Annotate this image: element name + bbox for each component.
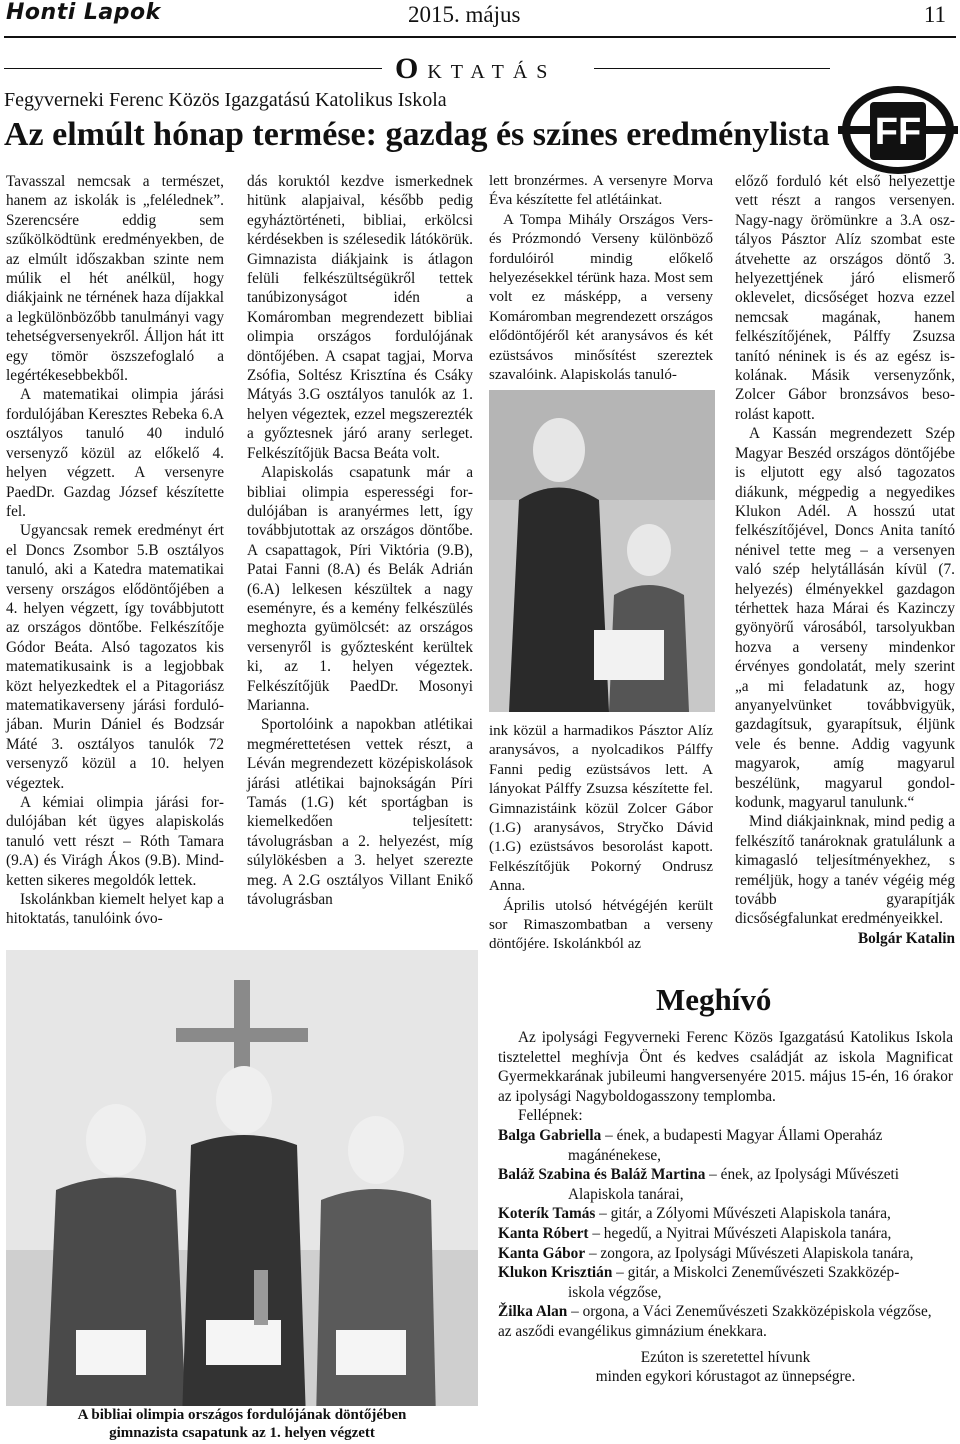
invitation-closing <box>498 1348 953 1387</box>
school-logo <box>838 82 958 176</box>
performer-name: Klukon Krisztián <box>498 1264 613 1282</box>
performer-entry <box>498 1165 953 1204</box>
performer-role: – gitár, a Miskolci Zeneművészeti Szakközép- <box>612 1264 900 1282</box>
article-column-1 <box>6 172 224 929</box>
paragraph: Alapiskolás csapatunk már a bibliai olimpia esperességi fordulójában is aranyérmes lett, így továbbjutottak az országos döntőbe. A csapattagok, Píri Viktória (9.B), Patai Fanni (8.A) és Belák Adrián (6.A) lelkesen készültek a nagy eseményre, és a kemény felkészülés meghozta gyümölcsét: az országos versenyről is győztesként kerültek ki, az 1. helyen végeztek. Felkészítőjük PaedDr. Mosonyi Marianna. <box>247 464 473 714</box>
performer-name: Koterík Tamás <box>498 1205 596 1223</box>
performer-role-continued: magánénekese, <box>568 1146 662 1164</box>
performer-entry <box>498 1322 953 1342</box>
article-column-3-top <box>489 172 713 385</box>
invitation-box <box>498 1028 953 1387</box>
teacher-pupil-photo <box>489 390 715 712</box>
issue-date: 2015. május <box>408 2 521 27</box>
performers-label: Fellépnek: <box>518 1107 583 1125</box>
paragraph: A Kassán megrendezett Szép Magyar Beszéd országos döntőjébe is eljutott egy alsó tagozatos diákunk, mégpedig a negyedikes Klukon Adél. A hosszú utat felkészítőjével, Doncs Anita tanító nénivel tette meg – a versenyen való szép helytállásán kívül (7. helyezés) élményekkel gazdagon térhettek haza Márai és Kazinczy gyönyörű városából, tarsolyukban hozva a verseny mindenkor érvényes gondolatát, mely szerint „a mi feladatunk az, hogy anyanyelvünket továbbvigyük, gazdagítsuk, gyarapítsuk, éljünk vele és benne. Addig vagyunk magyarok, amíg magyarul beszélünk, magyarul gondolkodunk, magyarul tanulunk.“ <box>735 425 955 811</box>
group-photo-caption <box>6 1406 478 1442</box>
performer-name: Žilka Alan <box>498 1303 568 1321</box>
caption-line-2: gimnazista csapatunk az 1. helyen végzett <box>109 1425 375 1441</box>
performer-entry <box>498 1204 953 1224</box>
paragraph: lett bronzérmes. A versenyre Morva Éva készítette fel atlétáinkat. <box>489 173 713 209</box>
performer-role: – ének, az Ipolysági Művészeti <box>705 1166 900 1184</box>
section-rule-right <box>594 68 830 69</box>
performer-role: – gitár, a Zólyomi Művészeti Alapiskola tanára, <box>595 1205 891 1223</box>
performer-entry <box>498 1302 953 1322</box>
performer-entry <box>498 1244 953 1264</box>
paragraph: Tavasszal nemcsak a természet, hanem az iskolák is „felélednek”. Szerencsére eddig sem szűkölködtünk eredményekben, de az elmúlt időszakban szinte nem múlik el hét anélkül, hogy diákjaink ne térnének haza díjakkal a legkülönbözőbb tanulmányi vagy tehetségversenyekről. Álljon hát itt egy tömör öszszefoglaló a legértékesebbekből. <box>6 173 224 385</box>
performer-entry <box>498 1263 953 1302</box>
author-signature: Bolgár Katalin <box>857 929 955 947</box>
page-number: 11 <box>923 2 946 27</box>
performer-name: Kanta Gábor <box>498 1244 586 1262</box>
paragraph: Iskolánkban kiemelt helyet kap a hitoktatás, tanulóink óvo- <box>6 891 224 928</box>
logo-letters: FF <box>874 111 922 153</box>
performer-role: – ének, a budapesti Magyar Állami Operaház <box>601 1126 883 1144</box>
performer-role: – hegedű, a Nyitrai Művészeti Alapiskola tanára, <box>588 1224 892 1242</box>
performer-role: – zongora, az Ipolysági Művészeti Alapiskola tanára, <box>585 1244 914 1262</box>
paragraph: ink közül a harmadikos Pásztor Alíz aranysávos, a nyolcadikos Pálffy Fanni pedig ezüstsávos lett. A lányokat Pálffy Zsuzsa készítette fel. Gimnazistáink közül Zolcer Gábor (1.G) aranysávos, Stryčko Dávid (1.G) ezüstsávos besorolást kapott. Felkészítőjük Pokorný Ondrusz Anna. <box>489 723 713 895</box>
performer-role-continued: iskola végzőse, <box>568 1283 662 1301</box>
performer-name: Baláž Szabina és Baláž Martina <box>498 1166 706 1184</box>
performer-entry <box>498 1224 953 1244</box>
paragraph: előző forduló két első helyezettje vett részt a rangos versenyen. Nagy-nagy örömünkre a 3.A osztályos Pásztor Alíz szombat este átvehette az országos döntő 3. helyezettjének járó elismerő oklevelet, dicsőséget hozva ezzel nemcsak magának, hanem felkészítőjének, Pálffy Zsuzsa tanító néninek is és az egész iskolának. Másik versenyzőnk, Zolcer Gábor bronzsávos besorolást kapott. <box>735 173 955 423</box>
performer-role: az asződi evangélikus gimnázium énekkara. <box>498 1322 767 1340</box>
caption-line-1: A bibliai olimpia országos fordulójának döntőjében <box>77 1407 407 1423</box>
headline: Az elmúlt hónap termése: gazdag és színes eredménylista <box>4 116 830 153</box>
masthead: Honti Lapok <box>6 0 161 25</box>
invitation-intro: Az ipolysági Fegyverneki Ferenc Közös Igazgatású Katolikus Iskola tisztelettel meghívja Önt és kedves családját az iskola Magnificat Gyermekkarának jubileumi hangversenyére 2015. május 15-én, 16 órakor az ipolysági Nagyboldogasszony templomba. <box>498 1029 953 1105</box>
paragraph: Április utolsó hétvégéjén került sor Rimaszombatban a verseny döntőjére. Iskolánkból az <box>489 897 713 953</box>
performer-role: – orgona, a Váci Zeneművészeti Szakközépiskola végzőse, <box>567 1303 932 1321</box>
paragraph: Sportolóink a napokban atlétikai megmérettetésen vettek részt, a Léván megrendezett középiskolások járási atlétikai bajnokságán Píri Tamás (1.G) két sportágban is kiemelkedően teljesített: távolugrásban a 2. helyezést, míg súlylökésben a 3. helyet szerezte meg. A 2.G osztályos Villant Enikő távolugrásban <box>247 716 473 909</box>
closing-line-2: minden egykori kórustagot az ünnepségre. <box>595 1368 856 1386</box>
article-column-4 <box>735 172 955 948</box>
paragraph: A matematikai olimpia járási fordulójában Keresztes Rebeka 6.A osztályos tanuló 40 induló versenyző közül az előkelő 4. helyen végzett. A versenyre PaedDr. Gazdag József készítette fel. <box>6 386 224 520</box>
group-photo <box>6 950 478 1420</box>
header-rule <box>4 36 956 38</box>
closing-line-1: Ezúton is szeretettel hívunk <box>640 1348 811 1366</box>
paragraph: A kémiai olimpia járási fordulójában két ügyes alapiskolás tanuló vett részt – Róth Tamara (9.A) és Virágh Ákos (9.B). Mindketten sikeres megoldók lettek. <box>6 794 224 889</box>
paragraph: Ugyancsak remek eredményt ért el Doncs Zsombor 5.B osztályos tanuló, aki a Katedra matematikai verseny országos elődöntőjében a 4. helyen végzett, így továbbjutott az országos döntőbe. Felkészítője Gódor Beáta. Alsó tagozatos kis matematikusaink is a legjobbak közt helyezkedtek el a Pitagoriász matematikaverseny járási fordulójában. Murin Dániel és Bodzsár Máté 3. osztályos tanulók 72 versenyző közül a 10. helyen végeztek. <box>6 522 224 792</box>
article-column-2 <box>247 172 473 909</box>
kicker: Fegyverneki Ferenc Közös Igazgatású Katolikus Iskola <box>4 89 447 111</box>
paragraph: A Tompa Mihály Országos Vers- és Prózmondó Verseny különböző fordulóiról mindig előkelő helyezésekkel térünk haza. Most sem volt ez másképp, a verseny Komáromban megrendezett országos elődöntőjéről két aranysávos és két ezüstsávos minősítést szereztek szavalóink. Alapiskolás tanuló- <box>489 211 713 384</box>
performer-name: Balga Gabriella <box>498 1126 602 1144</box>
invitation-title: Meghívó <box>656 982 772 1017</box>
performer-entry <box>498 1126 953 1165</box>
performer-name: Kanta Róbert <box>498 1224 589 1242</box>
paragraph: Mind diákjainknak, mind pedig a felkészítő tanároknak gratulálunk a kimagasló teljesítményekhez, s reméljük, hogy a tanév végéig még tovább gyarapítják dicsőségfalunkat eredményeikkel. <box>735 813 955 928</box>
paragraph: dás koruktól kezdve ismerkednek hitünk alapjaival, később pedig egyháztörténeti, bibliai, erkölcsi kérdésekben is szélesedik látókörük. Gimnazista diákjaink is átlagon felüli felkészültségükről tettek tanúbizonyságot idén a Komáromban megrendezett bibliai olimpia országos fordulójának döntőjében. A csapat tagjai, Morva Zsófia, Soltész Krisztína és Csáky Mátyás 3.G osztályos tanulók az 1. helyen végeztek, ezzel megszerezték a győztesnek járó arany serleget. Felkészítőjük Bacsa Beáta volt. <box>247 173 473 462</box>
article-column-3-bottom <box>489 722 713 955</box>
section-rule-left <box>4 68 382 69</box>
section-title: OKTATÁS <box>395 52 557 85</box>
performers-list <box>498 1126 953 1342</box>
performer-role-continued: Alapiskola tanárai, <box>568 1185 684 1203</box>
